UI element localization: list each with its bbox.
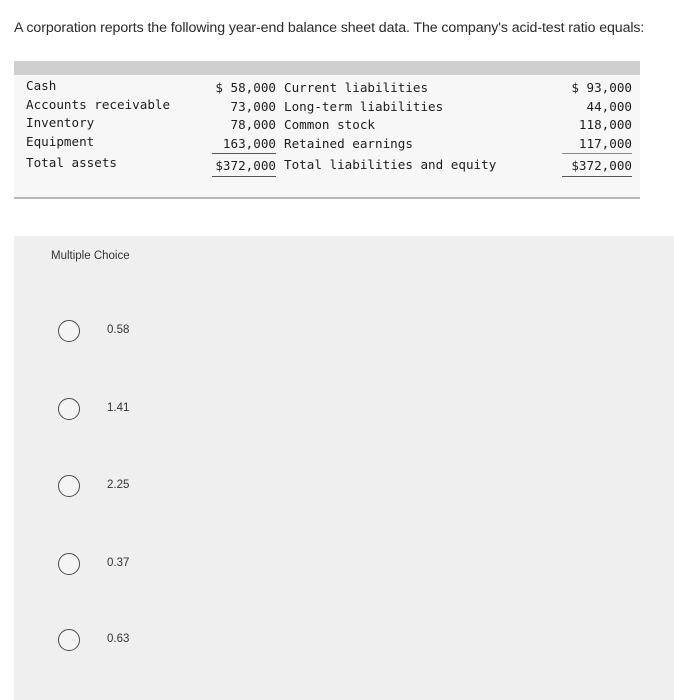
equity-label-common: Common stock [284,117,375,132]
radio-button[interactable] [58,320,80,342]
asset-label-equipment: Equipment [26,133,95,149]
liab-amount-current: $ 93,000 [571,80,632,95]
equity-amount-common: 118,000 [578,117,632,132]
assets-labels [26,77,170,173]
equity-label-retained: Retained earnings [284,135,413,151]
liab-label-current: Current liabilities [284,80,429,95]
asset-label-inventory: Inventory [26,115,95,130]
question-text: A corporation reports the following year-end balance sheet data. The company's acid-test ratio equals: [14,20,645,36]
asset-amount-ar: 73,000 [230,98,276,114]
option-text: 0.63 [107,633,130,645]
asset-amount-cash: $ 58,000 [215,80,276,95]
option-2[interactable] [14,380,674,440]
option-text: 0.58 [107,324,130,336]
asset-label-cash: Cash [26,78,57,93]
assets-amounts [212,79,276,177]
balance-sheet-table [14,61,640,199]
liabilities-amounts [562,79,632,177]
radio-button[interactable] [58,629,80,651]
asset-amount-total: $372,000 [212,157,276,177]
asset-label-total: Total assets [26,155,117,170]
radio-button[interactable] [58,398,80,420]
asset-amount-equipment: 163,000 [212,135,276,155]
multiple-choice-label: Multiple Choice [51,250,130,262]
liab-label-total: Total liabilities and equity [284,157,497,172]
liab-amount-total: $372,000 [562,157,632,177]
liab-amount-longterm: 44,000 [586,98,632,114]
option-1[interactable] [14,302,674,362]
asset-amount-inventory: 78,000 [230,117,276,132]
radio-button[interactable] [58,553,80,575]
liab-label-longterm: Long-term liabilities [284,98,444,114]
liabilities-labels [284,79,496,175]
option-5[interactable] [14,611,674,671]
option-text: 0.37 [107,557,130,569]
asset-label-ar: Accounts receivable [26,96,171,112]
option-3[interactable] [14,457,674,517]
option-text: 1.41 [107,402,130,414]
equity-amount-retained: 117,000 [562,135,632,155]
radio-button[interactable] [58,475,80,497]
option-4[interactable] [14,535,674,595]
option-text: 2.25 [107,479,130,491]
